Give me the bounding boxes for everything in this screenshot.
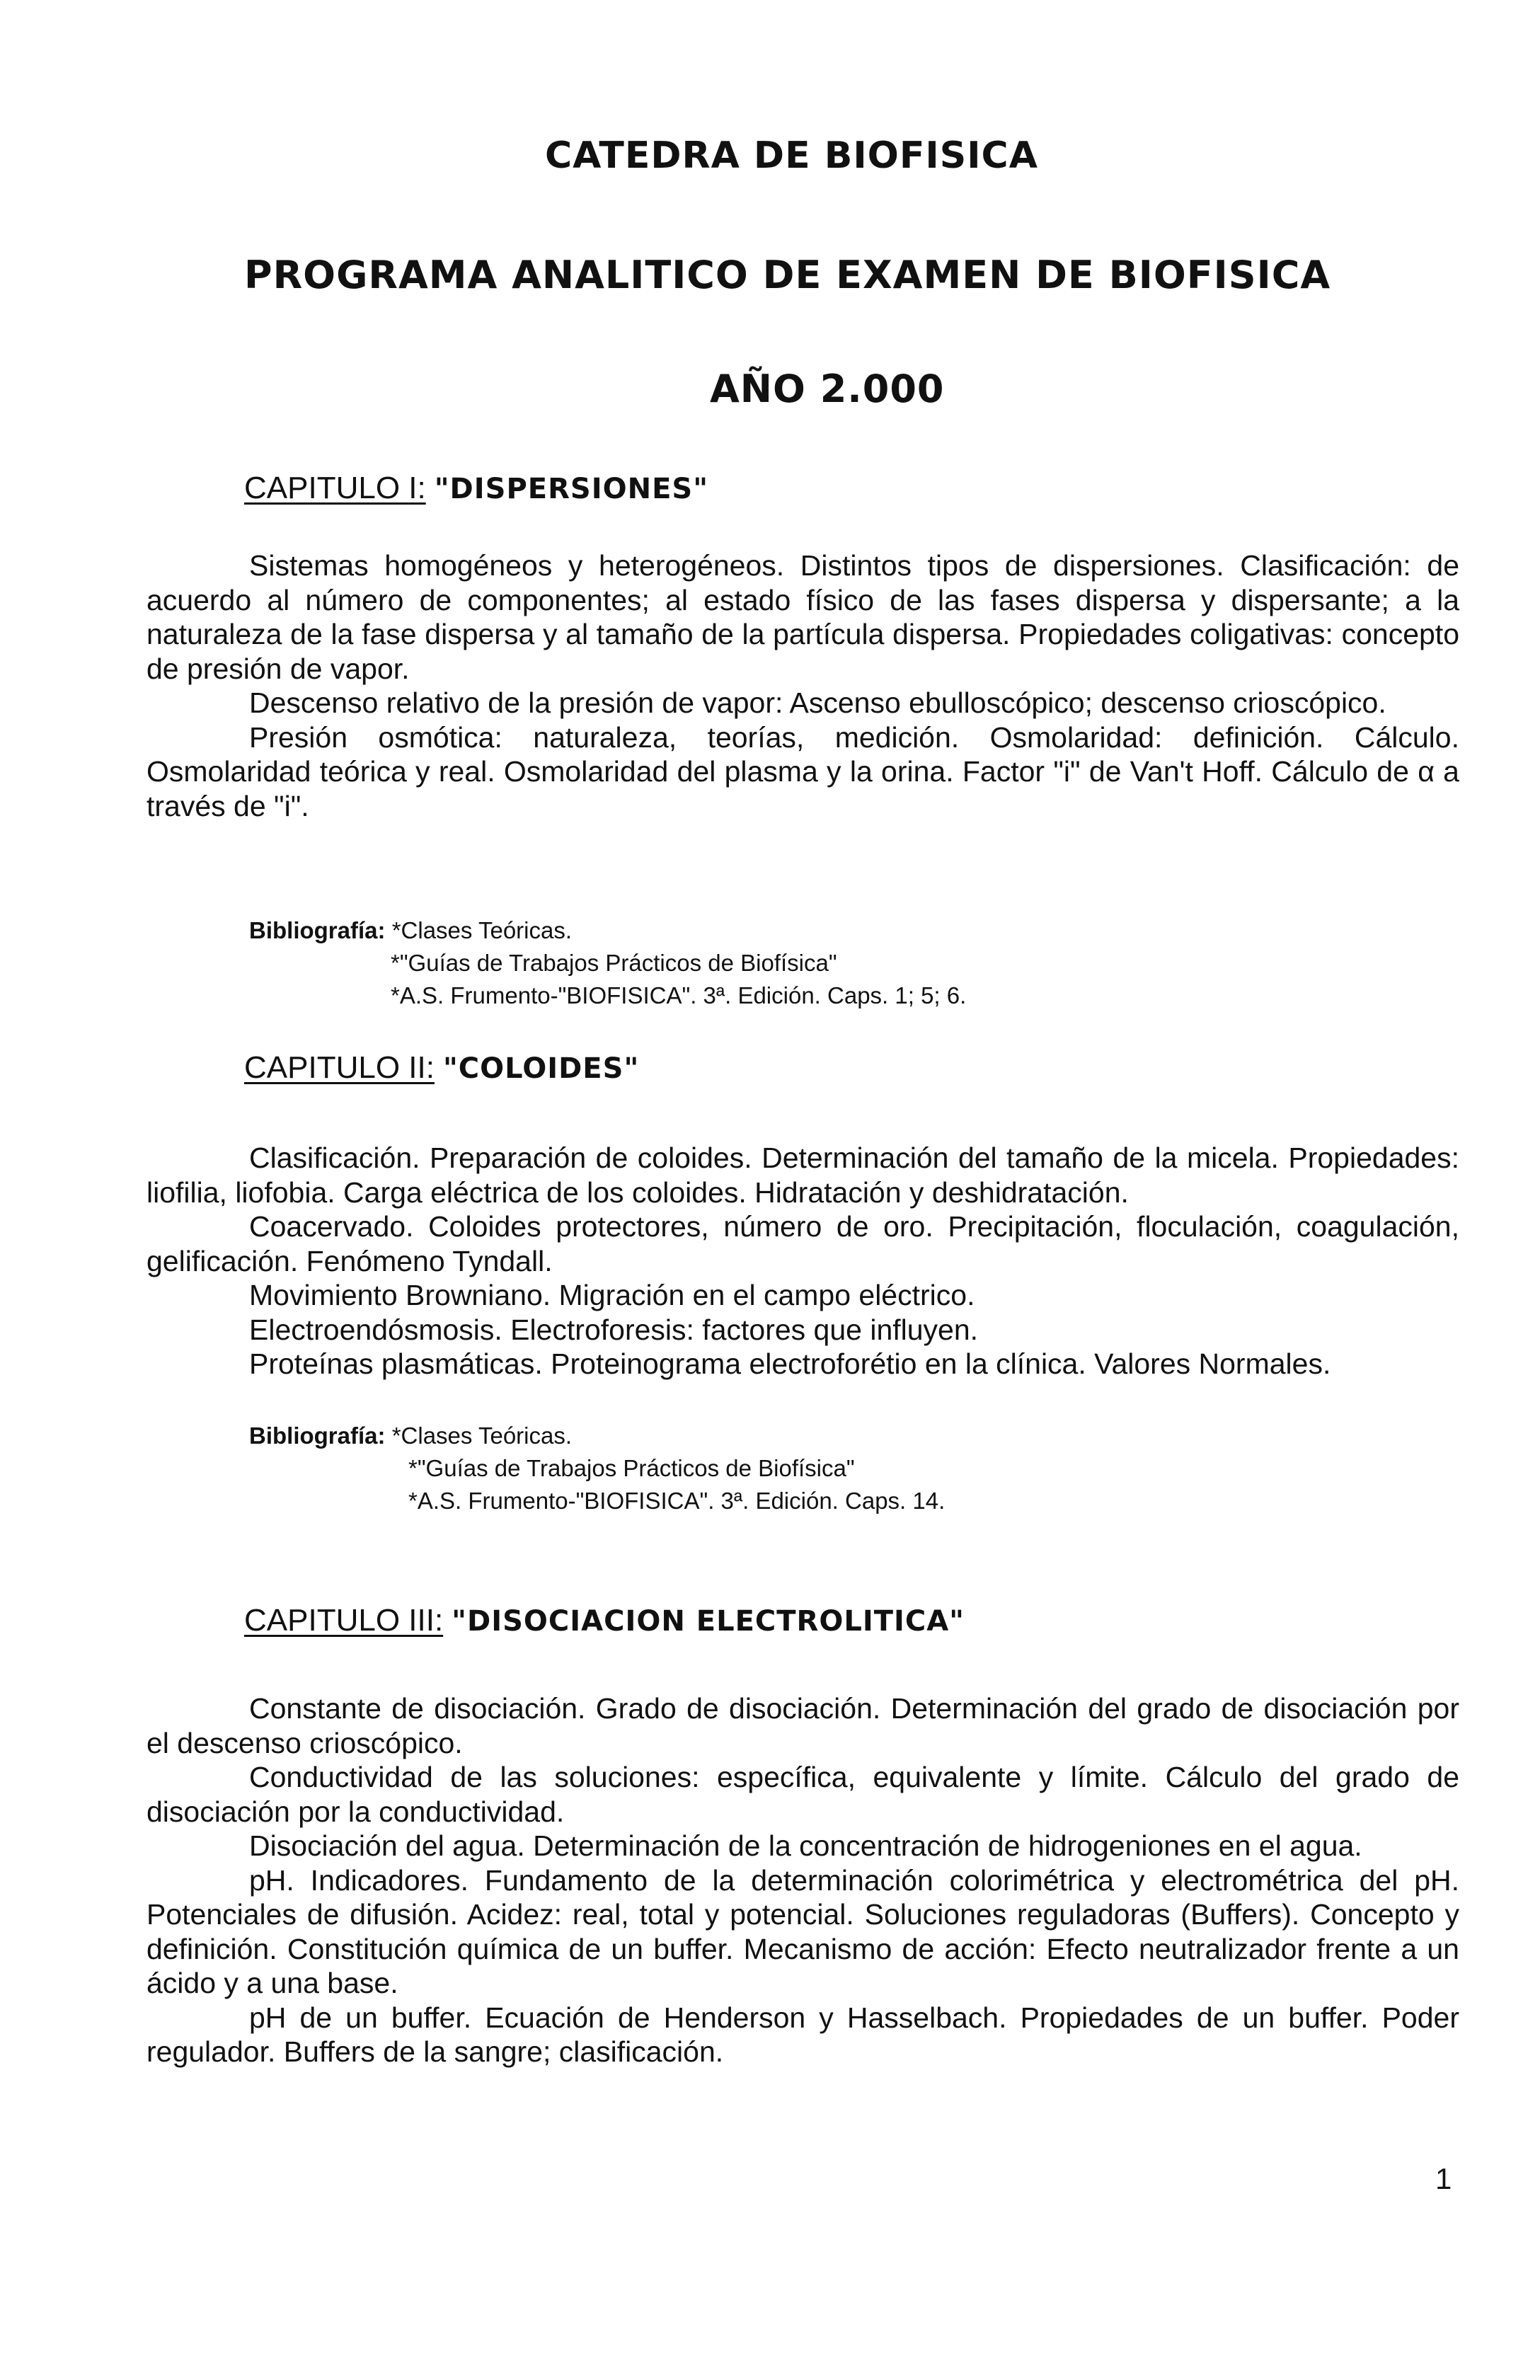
chapter-1-body [146, 548, 1459, 823]
bibliography-item: *"Guías de Trabajos Prácticos de Biofísica" [408, 1455, 855, 1481]
chapter-2-body [146, 1141, 1459, 1381]
program-title: PROGRAMA ANALITICO DE EXAMEN DE BIOFISICA [244, 253, 1331, 297]
bibliography-item: *Clases Teóricas. [391, 1422, 573, 1449]
chapter-1-bibliography [249, 914, 966, 1012]
chapter-1-paragraph: Sistemas homogéneos y heterogéneos. Distintos tipos de dispersiones. Clasificación: de acuerdo al número de componentes; al estado físico de las fases dispersa y dispersante; a la naturaleza de la fase dispersa y al tamaño de la partícula dispersa. Propiedades coligativas: concepto de presión de vapor. [146, 549, 1459, 685]
department-title: CATEDRA DE BIOFISICA [545, 134, 1038, 177]
chapter-3-paragraph: pH de un buffer. Ecuación de Henderson y Hasselbach. Propiedades de un buffer. Poder regulador. Buffers de la sangre; clasificación. [146, 2001, 1459, 2068]
chapter-3-paragraph: Constante de disociación. Grado de disociación. Determinación del grado de disociación por el descenso crioscópico. [146, 1692, 1459, 1759]
bibliography-item: *Clases Teóricas. [391, 917, 573, 943]
chapter-2-paragraph: Electroendósmosis. Electroforesis: factores que influyen. [249, 1313, 979, 1346]
chapter-2-heading [244, 1050, 639, 1086]
chapter-2-paragraph: Coacervado. Coloides protectores, número de oro. Precipitación, floculación, coagulación, gelificación. Fenómeno Tyndall. [146, 1210, 1459, 1277]
chapter-1-title: "DISPERSIONES" [434, 473, 709, 505]
chapter-3-paragraph: Disociación del agua. Determinación de la concentración de hidrogeniones en el agua. [249, 1829, 1362, 1862]
chapter-3-paragraph: pH. Indicadores. Fundamento de la determinación colorimétrica y electrométrica del pH. Potenciales de difusión. Acidez: real, total y potencial. Soluciones reguladoras (Buffers). Concepto y definición. Constitución química de un buffer. Mecanismo de acción: Efecto neutralizador frente a un ácido y a una base. [146, 1863, 1459, 1999]
bibliography-item: *A.S. Frumento-"BIOFISICA". 3ª. Edición. Caps. 14. [408, 1488, 946, 1514]
bibliography-label: Bibliografía: [249, 917, 386, 943]
chapter-1-label: CAPITULO I: [244, 471, 426, 505]
chapter-1-paragraph: Presión osmótica: naturaleza, teorías, medición. Osmolaridad: definición. Cálculo. Osmolaridad teórica y real. Osmolaridad del plasma y la orina. Factor "i" de Van't Hoff. Cálculo de α a través de "i". [146, 720, 1459, 822]
year-title: AÑO 2.000 [710, 367, 945, 411]
bibliography-item: *"Guías de Trabajos Prácticos de Biofísica" [391, 950, 837, 976]
chapter-2-title: "COLOIDES" [442, 1052, 640, 1085]
chapter-2-paragraph: Proteínas plasmáticas. Proteinograma electroforétio en la clínica. Valores Normales. [249, 1347, 1331, 1380]
chapter-3-label: CAPITULO III: [244, 1603, 444, 1638]
chapter-2-paragraph: Movimiento Browniano. Migración en el campo eléctrico. [249, 1279, 975, 1311]
chapter-2-label: CAPITULO II: [244, 1050, 435, 1085]
chapter-3-heading [244, 1603, 965, 1638]
bibliography-item: *A.S. Frumento-"BIOFISICA". 3ª. Edición. Caps. 1; 5; 6. [391, 982, 967, 1008]
chapter-2-paragraph: Clasificación. Preparación de coloides. Determinación del tamaño de la micela. Propiedades: liofilia, liofobia. Carga eléctrica de los coloides. Hidratación y deshidratación. [146, 1142, 1459, 1209]
chapter-3-body [146, 1691, 1459, 2069]
chapter-1-paragraph: Descenso relativo de la presión de vapor: Ascenso ebulloscópico; descenso crioscópico. [249, 686, 1386, 719]
bibliography-label: Bibliografía: [249, 1422, 386, 1449]
page-number: 1 [1435, 2162, 1452, 2195]
chapter-2-bibliography [249, 1420, 945, 1517]
chapter-3-paragraph: Conductividad de las soluciones: específica, equivalente y límite. Cálculo del grado de disociación por la conductividad. [146, 1761, 1459, 1828]
chapter-3-title: "DISOCIACION ELECTROLITICA" [452, 1605, 965, 1638]
chapter-1-heading [244, 471, 708, 506]
